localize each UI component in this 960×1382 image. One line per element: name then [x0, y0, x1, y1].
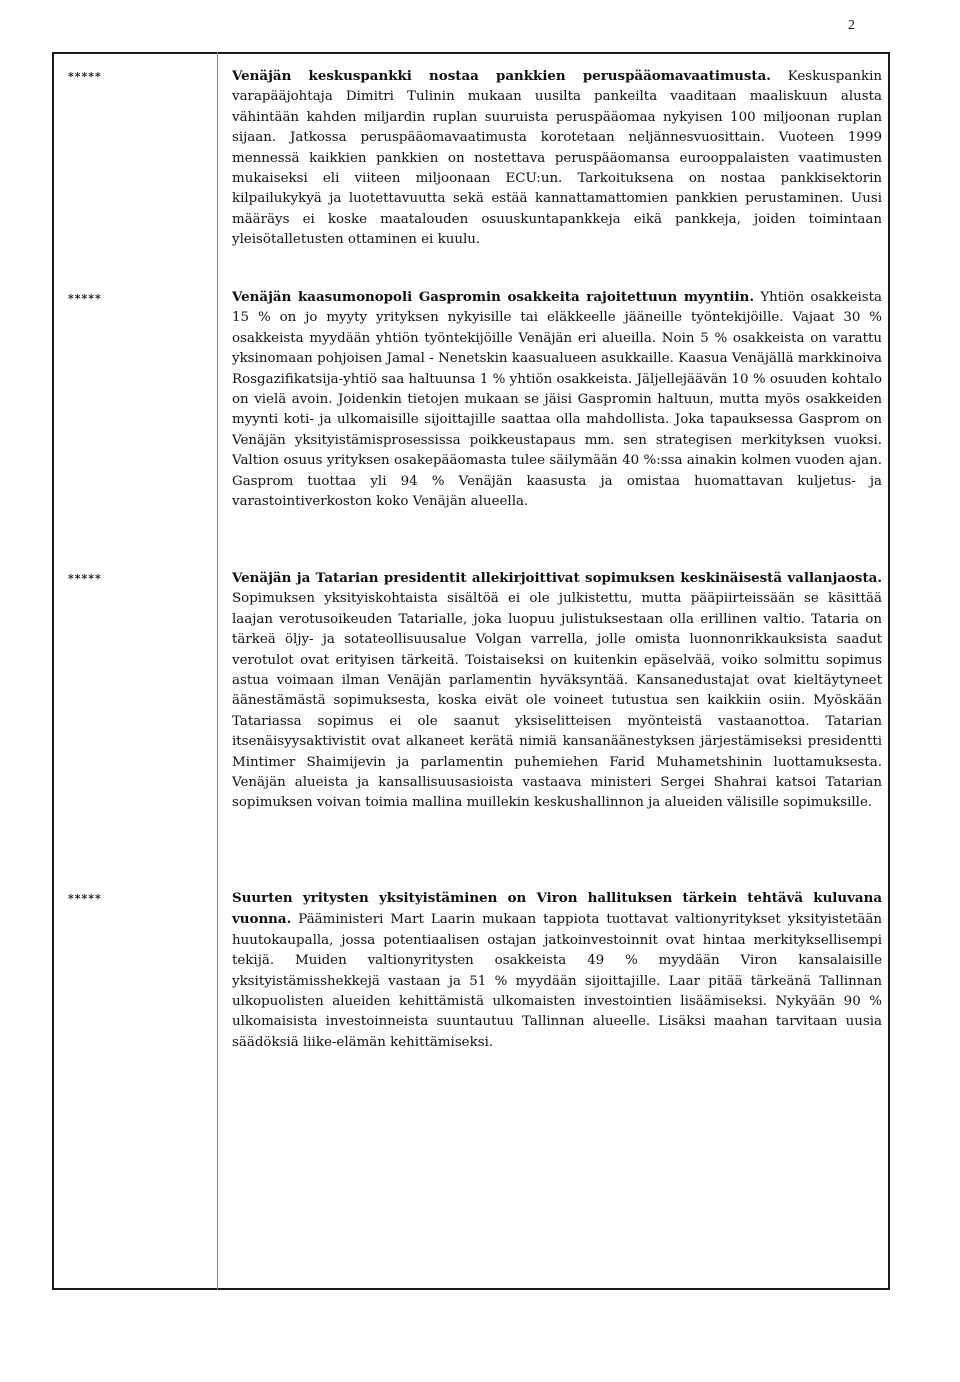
article [232, 287, 882, 512]
page-number: 2 [848, 18, 855, 33]
column-divider [217, 52, 218, 1290]
article-marker: ***** [68, 572, 102, 585]
article-marker: ***** [68, 892, 102, 905]
article [232, 66, 882, 251]
article [232, 568, 882, 814]
article-body: Yhtiön osakkeista 15 % on jo myyty yrityksen nykyisille tai eläkkeelle jääneille työntekijöille. Vajaat 30 % osakkeista myydään yhtiön työntekijöille Venäjän eri alueilla. Noin 5 % osakkeista on varattu yksinomaan pohjoisen Jamal - Nenetskin kaasualueen asukkaille. Kaasua Venäjällä markkinoiva Rosgazifikatsija-yhtiö saa haltuunsa 1 % yhtiön osakkeista. Jäljellejäävän 10 % osuuden kohtalo on vielä avoin. Joidenkin tietojen mukaan se jäisi Gaspromin haltuun, mutta myös osakkeiden myynti koti- ja ulkomaisille sijoittajille saattaa olla mahdollista. Joka tapauksessa Gasprom on Venäjän yksityistämisprosessissa poikkeustapaus mm. sen strategisen merkityksen vuoksi. Valtion osuus yrityksen osakepääomasta tulee säilymään 40 %:ssa ainakin kolmen vuoden ajan. Gasprom tuottaa yli 94 % Venäjän kaasusta ja omistaa huomattavan kuljetus- ja varastointiverkoston koko Venäjän alueella. [232, 290, 882, 510]
article-body: Keskuspankin varapääjohtaja Dimitri Tulinin mukaan uusilta pankeilta vaaditaan maaliskuun alusta vähintään kahden miljardin ruplan suuruista peruspääomaa nykyisen 100 miljoonan ruplan sijaan. Jatkossa peruspääomavaatimusta korotetaan neljännesvuosittain. Vuoteen 1999 mennessä kaikkien pankkien on nostettava peruspääomansa eurooppalaisten vaatimusten mukaiseksi eli viiteen miljoonaan ECU:un. Tarkoituksena on nostaa pankkisektorin kilpailukykyä ja luotettavuutta sekä estää kannattamattomien pankkien perustaminen. Uusi määräys ei koske maatalouden osuuskuntapankkeja eikä pankkeja, joiden toimintaan yleisötalletusten ottaminen ei kuulu. [232, 69, 882, 248]
article-body: Sopimuksen yksityiskohtaista sisältöä ei ole julkistettu, mutta pääpiirteissään se käsittää laajan verotusoikeuden Tatarialle, joka luopuu julistuksestaan olla erillinen valtio. Tataria on tärkeä öljy- ja sotateollisuusalue Volgan varrella, jolle omista luonnonrikkauksista saadut verotulot ovat erityisen tärkeitä. Toistaiseksi on kuitenkin epäselvää, voiko solmittu sopimus astua voimaan ilman Venäjän parlamentin hyväksyntää. Kansanedustajat ovat kieltäytyneet äänestämästä sopimuksesta, koska eivät ole voineet tutustua sen kaikkiin osiin. Myöskään Tatariassa sopimus ei ole saanut yksiselitteisen myönteistä vastaanottoa. Tatarian itsenäisyysaktivistit ovat alkaneet kerätä nimiä kansanäänestyksen järjestämiseksi presidentti Mintimer Shaimijevin ja parlamentin puhemiehen Farid Muhametshinin luottamuksesta. Venäjän alueista ja kansallisuusasioista vastaava ministeri Sergei Shahrai katsoi Tatarian sopimuksen voivan toimia mallina muillekin keskushallinnon ja alueiden välisille sopimuksille. [232, 591, 882, 811]
article-headline: Venäjän keskuspankki nostaa pankkien peruspääomavaatimusta. [232, 68, 771, 84]
article-headline: Venäjän ja Tatarian presidentit allekirjoittivat sopimuksen keskinäisestä vallanjaosta. [232, 570, 882, 586]
article-marker: ***** [68, 292, 102, 305]
article-headline: Suurten yritysten yksityistäminen on Viron hallituksen tärkein tehtävä kuluvana vuonna. [232, 890, 882, 928]
article-headline: Venäjän kaasumonopoli Gaspromin osakkeita rajoitettuun myyntiin. [232, 289, 755, 305]
article [232, 888, 882, 1053]
article-marker: ***** [68, 70, 102, 83]
article-body: Pääministeri Mart Laarin mukaan tappiota tuottavat valtionyritykset yksityistetään huutokaupalla, jossa potentiaalisen ostajan jatkoinvestoinnit ovat hintaa merkityksellisempi tekijä. Muiden valtionyritysten osakkeista 49 % myydään Viron kansalaisille yksityistämisshekkejä vastaan ja 51 % myydään sijoittajille. Laar pitää tärkeänä Tallinnan ulkopuolisten alueiden kehittämistä ulkomaisten investointien lisäämiseksi. Nykyään 90 % ulkomaisista investoinneista suuntautuu Tallinnan alueelle. Lisäksi maahan tarvitaan uusia säädöksiä liike-elämän kehittämiseksi. [232, 912, 882, 1050]
